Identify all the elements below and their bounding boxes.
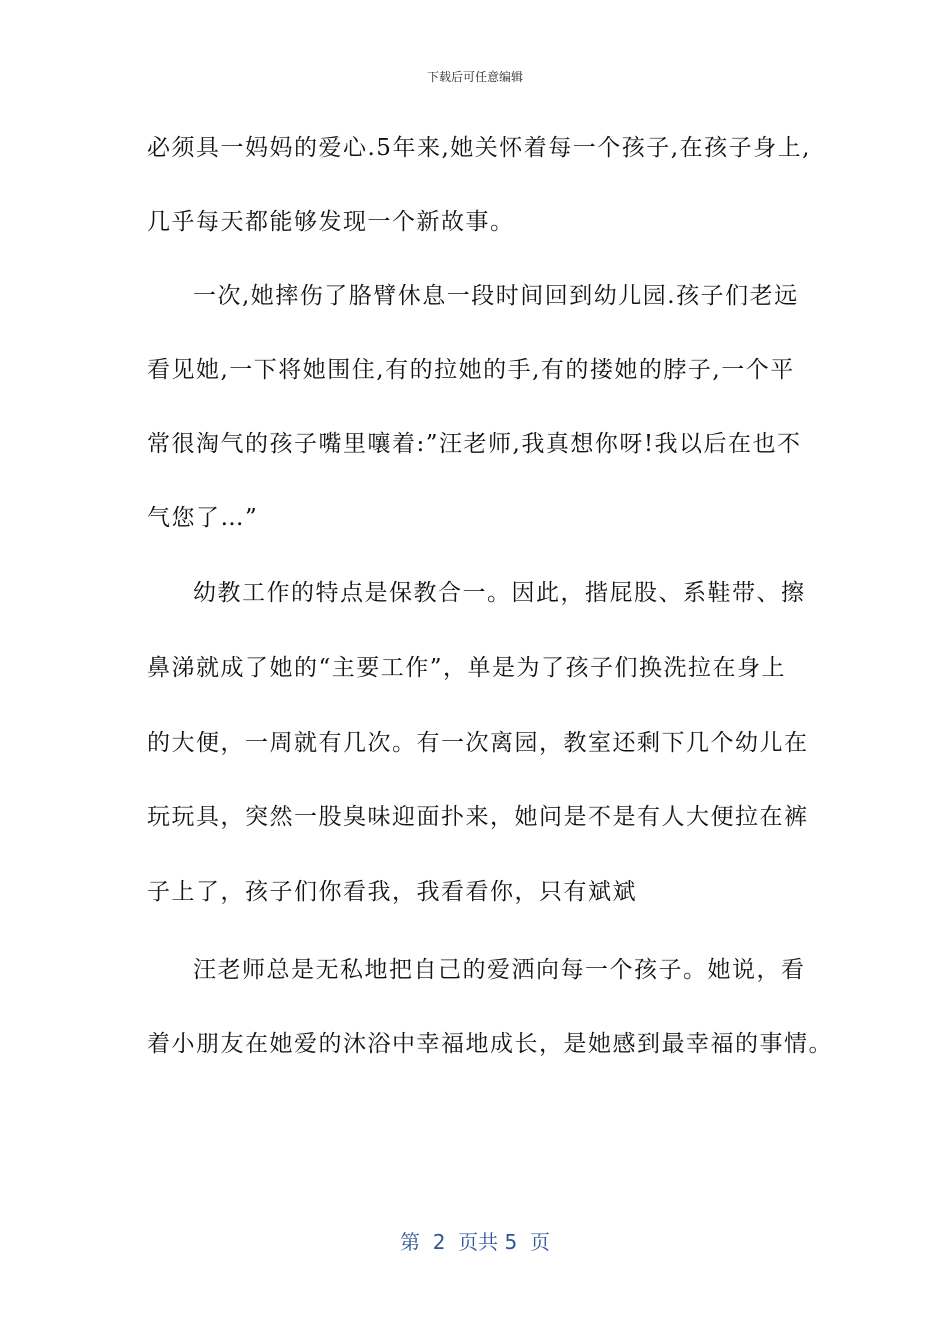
body-line-3: 一次,她摔伤了胳臂休息一段时间回到幼儿园.孩子们老远 [193, 283, 799, 309]
body-line-6: 气您了…” [147, 505, 259, 531]
body-line-5: 常很淘气的孩子嘴里嚷着:”汪老师,我真想你呀!我以后在也不 [147, 431, 802, 457]
body-line-8: 鼻涕就成了她的“主要工作”，单是为了孩子们换洗拉在身上 [147, 655, 787, 681]
body-line-1: 必须具一妈妈的爱心.5年来,她关怀着每一个孩子,在孩子身上, [147, 135, 811, 161]
body-line-9: 的大便，一周就有几次。有一次离园，教室还剩下几个幼儿在 [147, 730, 809, 756]
body-line-7: 幼教工作的特点是保教合一。因此，揩屁股、系鞋带、擦 [193, 580, 806, 606]
body-line-13: 着小朋友在她爱的沐浴中幸福地成长，是她感到最幸福的事情。 [147, 1031, 833, 1057]
body-line-4: 看见她,一下将她围住,有的拉她的手,有的搂她的脖子,一个平 [147, 357, 795, 383]
body-line-2: 几乎每天都能够发现一个新故事。 [147, 209, 515, 235]
body-line-12: 汪老师总是无私地把自己的爱洒向每一个孩子。她说，看 [193, 957, 806, 983]
page-number-footer: 第 2 页共 5 页 [400, 1230, 550, 1254]
body-line-11: 子上了，孩子们你看我，我看看你，只有斌斌 [147, 879, 637, 905]
body-line-10: 玩玩具，突然一股臭味迎面扑来，她问是不是有人大便拉在裤 [147, 804, 809, 830]
page-header: 下载后可任意编辑 [426, 70, 523, 84]
